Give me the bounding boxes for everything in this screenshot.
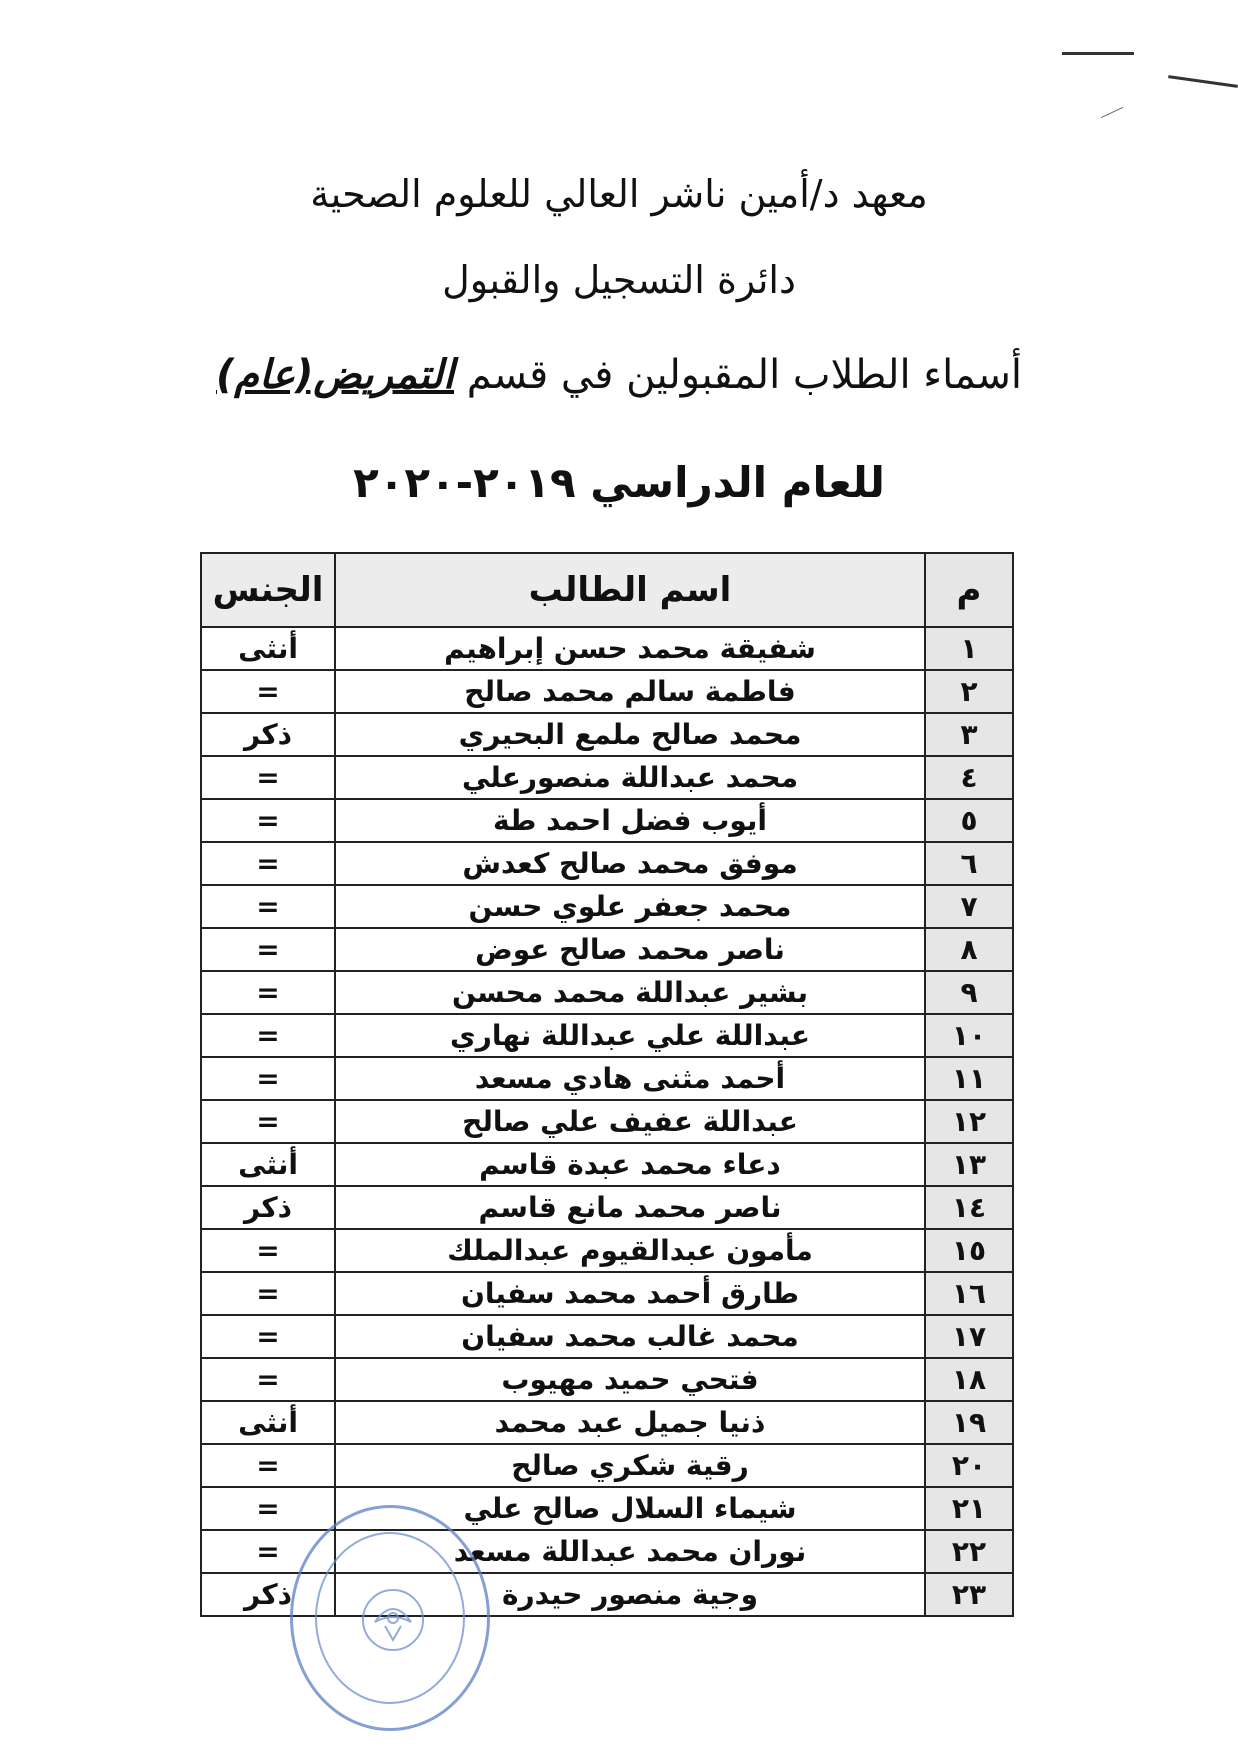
student-name: ذنيا جميل عبد محمد (335, 1401, 925, 1444)
student-gender: = (201, 670, 335, 713)
student-gender: = (201, 885, 335, 928)
student-name: شيماء السلال صالح علي (335, 1487, 925, 1530)
column-header-number: م (925, 553, 1013, 627)
student-gender: ذكر (201, 713, 335, 756)
student-name: محمد صالح ملمع البحيري (335, 713, 925, 756)
student-name: فتحي حميد مهيوب (335, 1358, 925, 1401)
student-name: محمد عبداللة منصورعلي (335, 756, 925, 799)
row-number: ١٦ (925, 1272, 1013, 1315)
scan-mark (1062, 52, 1134, 55)
row-number: ٦ (925, 842, 1013, 885)
student-name: وجية منصور حيدرة (335, 1573, 925, 1616)
list-title (0, 352, 1238, 398)
table-row (201, 1229, 1013, 1272)
student-gender: = (201, 928, 335, 971)
row-number: ١ (925, 627, 1013, 670)
student-name: نوران محمد عبداللة مسعد (335, 1530, 925, 1573)
row-number: ١٩ (925, 1401, 1013, 1444)
row-number: ١١ (925, 1057, 1013, 1100)
table-row (201, 1057, 1013, 1100)
student-name: طارق أحمد محمد سفيان (335, 1272, 925, 1315)
row-number: ٣ (925, 713, 1013, 756)
student-name: ناصر محمد صالح عوض (335, 928, 925, 971)
table-row (201, 1401, 1013, 1444)
students-table (200, 552, 1014, 1617)
column-header-name: اسم الطالب (335, 553, 925, 627)
table-row (201, 670, 1013, 713)
student-gender: = (201, 971, 335, 1014)
student-name: أيوب فضل احمد طة (335, 799, 925, 842)
row-number: ٨ (925, 928, 1013, 971)
student-name: موفق محمد صالح كعدش (335, 842, 925, 885)
student-name: عبداللة عفيف علي صالح (335, 1100, 925, 1143)
row-number: ١٨ (925, 1358, 1013, 1401)
eagle-emblem-icon (355, 1582, 431, 1658)
table-row (201, 1014, 1013, 1057)
student-gender: = (201, 1358, 335, 1401)
row-number: ١٧ (925, 1315, 1013, 1358)
office-name: دائرة التسجيل والقبول (442, 258, 796, 302)
table-row (201, 1315, 1013, 1358)
table-row (201, 1272, 1013, 1315)
student-gender: = (201, 1100, 335, 1143)
student-name: دعاء محمد عبدة قاسم (335, 1143, 925, 1186)
row-number: ٢٠ (925, 1444, 1013, 1487)
row-number: ٤ (925, 756, 1013, 799)
table-row (201, 971, 1013, 1014)
student-gender: ذكر (201, 1573, 335, 1616)
student-gender: = (201, 799, 335, 842)
row-number: ٥ (925, 799, 1013, 842)
institute-name: معهد د/أمين ناشر العالي للعلوم الصحية (310, 172, 928, 216)
row-number: ١٣ (925, 1143, 1013, 1186)
table-row (201, 627, 1013, 670)
scan-mark (1101, 107, 1123, 118)
student-gender: = (201, 1229, 335, 1272)
row-number: ١٠ (925, 1014, 1013, 1057)
student-name: فاطمة سالم محمد صالح (335, 670, 925, 713)
table-body (201, 627, 1013, 1616)
list-title-prefix: أسماء الطلاب المقبولين في قسم (466, 352, 1023, 398)
table-row (201, 1444, 1013, 1487)
student-name: عبداللة علي عبداللة نهاري (335, 1014, 925, 1057)
student-name: محمد غالب محمد سفيان (335, 1315, 925, 1358)
column-header-gender: الجنس (201, 553, 335, 627)
table-row (201, 885, 1013, 928)
student-gender: = (201, 1530, 335, 1573)
table-row (201, 1487, 1013, 1530)
table-row (201, 842, 1013, 885)
row-number: ١٥ (925, 1229, 1013, 1272)
row-number: ١٢ (925, 1100, 1013, 1143)
student-gender: أنثى (201, 1401, 335, 1444)
table-row (201, 1358, 1013, 1401)
row-number: ٧ (925, 885, 1013, 928)
academic-year: للعام الدراسي ٢٠١٩-٢٠٢٠ (353, 458, 885, 507)
row-number: ٢٢ (925, 1530, 1013, 1573)
table-row (201, 799, 1013, 842)
table-row (201, 1100, 1013, 1143)
table-header-row (201, 553, 1013, 627)
table-row (201, 1186, 1013, 1229)
student-gender: = (201, 756, 335, 799)
student-name: ناصر محمد مانع قاسم (335, 1186, 925, 1229)
student-name: أحمد مثنى هادي مسعد (335, 1057, 925, 1100)
row-number: ٩ (925, 971, 1013, 1014)
student-gender: = (201, 1272, 335, 1315)
student-name: رقية شكري صالح (335, 1444, 925, 1487)
scan-mark (1168, 75, 1238, 88)
table-row (201, 756, 1013, 799)
table-row (201, 1143, 1013, 1186)
student-gender: = (201, 1444, 335, 1487)
student-name: بشير عبداللة محمد محسن (335, 971, 925, 1014)
student-gender: = (201, 1487, 335, 1530)
row-number: ٢١ (925, 1487, 1013, 1530)
row-number: ٢ (925, 670, 1013, 713)
student-gender: = (201, 842, 335, 885)
student-gender: أنثى (201, 627, 335, 670)
row-number: ١٤ (925, 1186, 1013, 1229)
student-gender: أنثى (201, 1143, 335, 1186)
official-stamp (290, 1505, 490, 1731)
student-gender: ذكر (201, 1186, 335, 1229)
student-gender: = (201, 1014, 335, 1057)
student-name: مأمون عبدالقيوم عبدالملك (335, 1229, 925, 1272)
student-gender: = (201, 1315, 335, 1358)
list-title-department: التمريض(عام) (215, 352, 455, 398)
student-name: محمد جعفر علوي حسن (335, 885, 925, 928)
student-name: شفيقة محمد حسن إبراهيم (335, 627, 925, 670)
student-gender: = (201, 1057, 335, 1100)
table-row (201, 928, 1013, 971)
row-number: ٢٣ (925, 1573, 1013, 1616)
table-row (201, 713, 1013, 756)
